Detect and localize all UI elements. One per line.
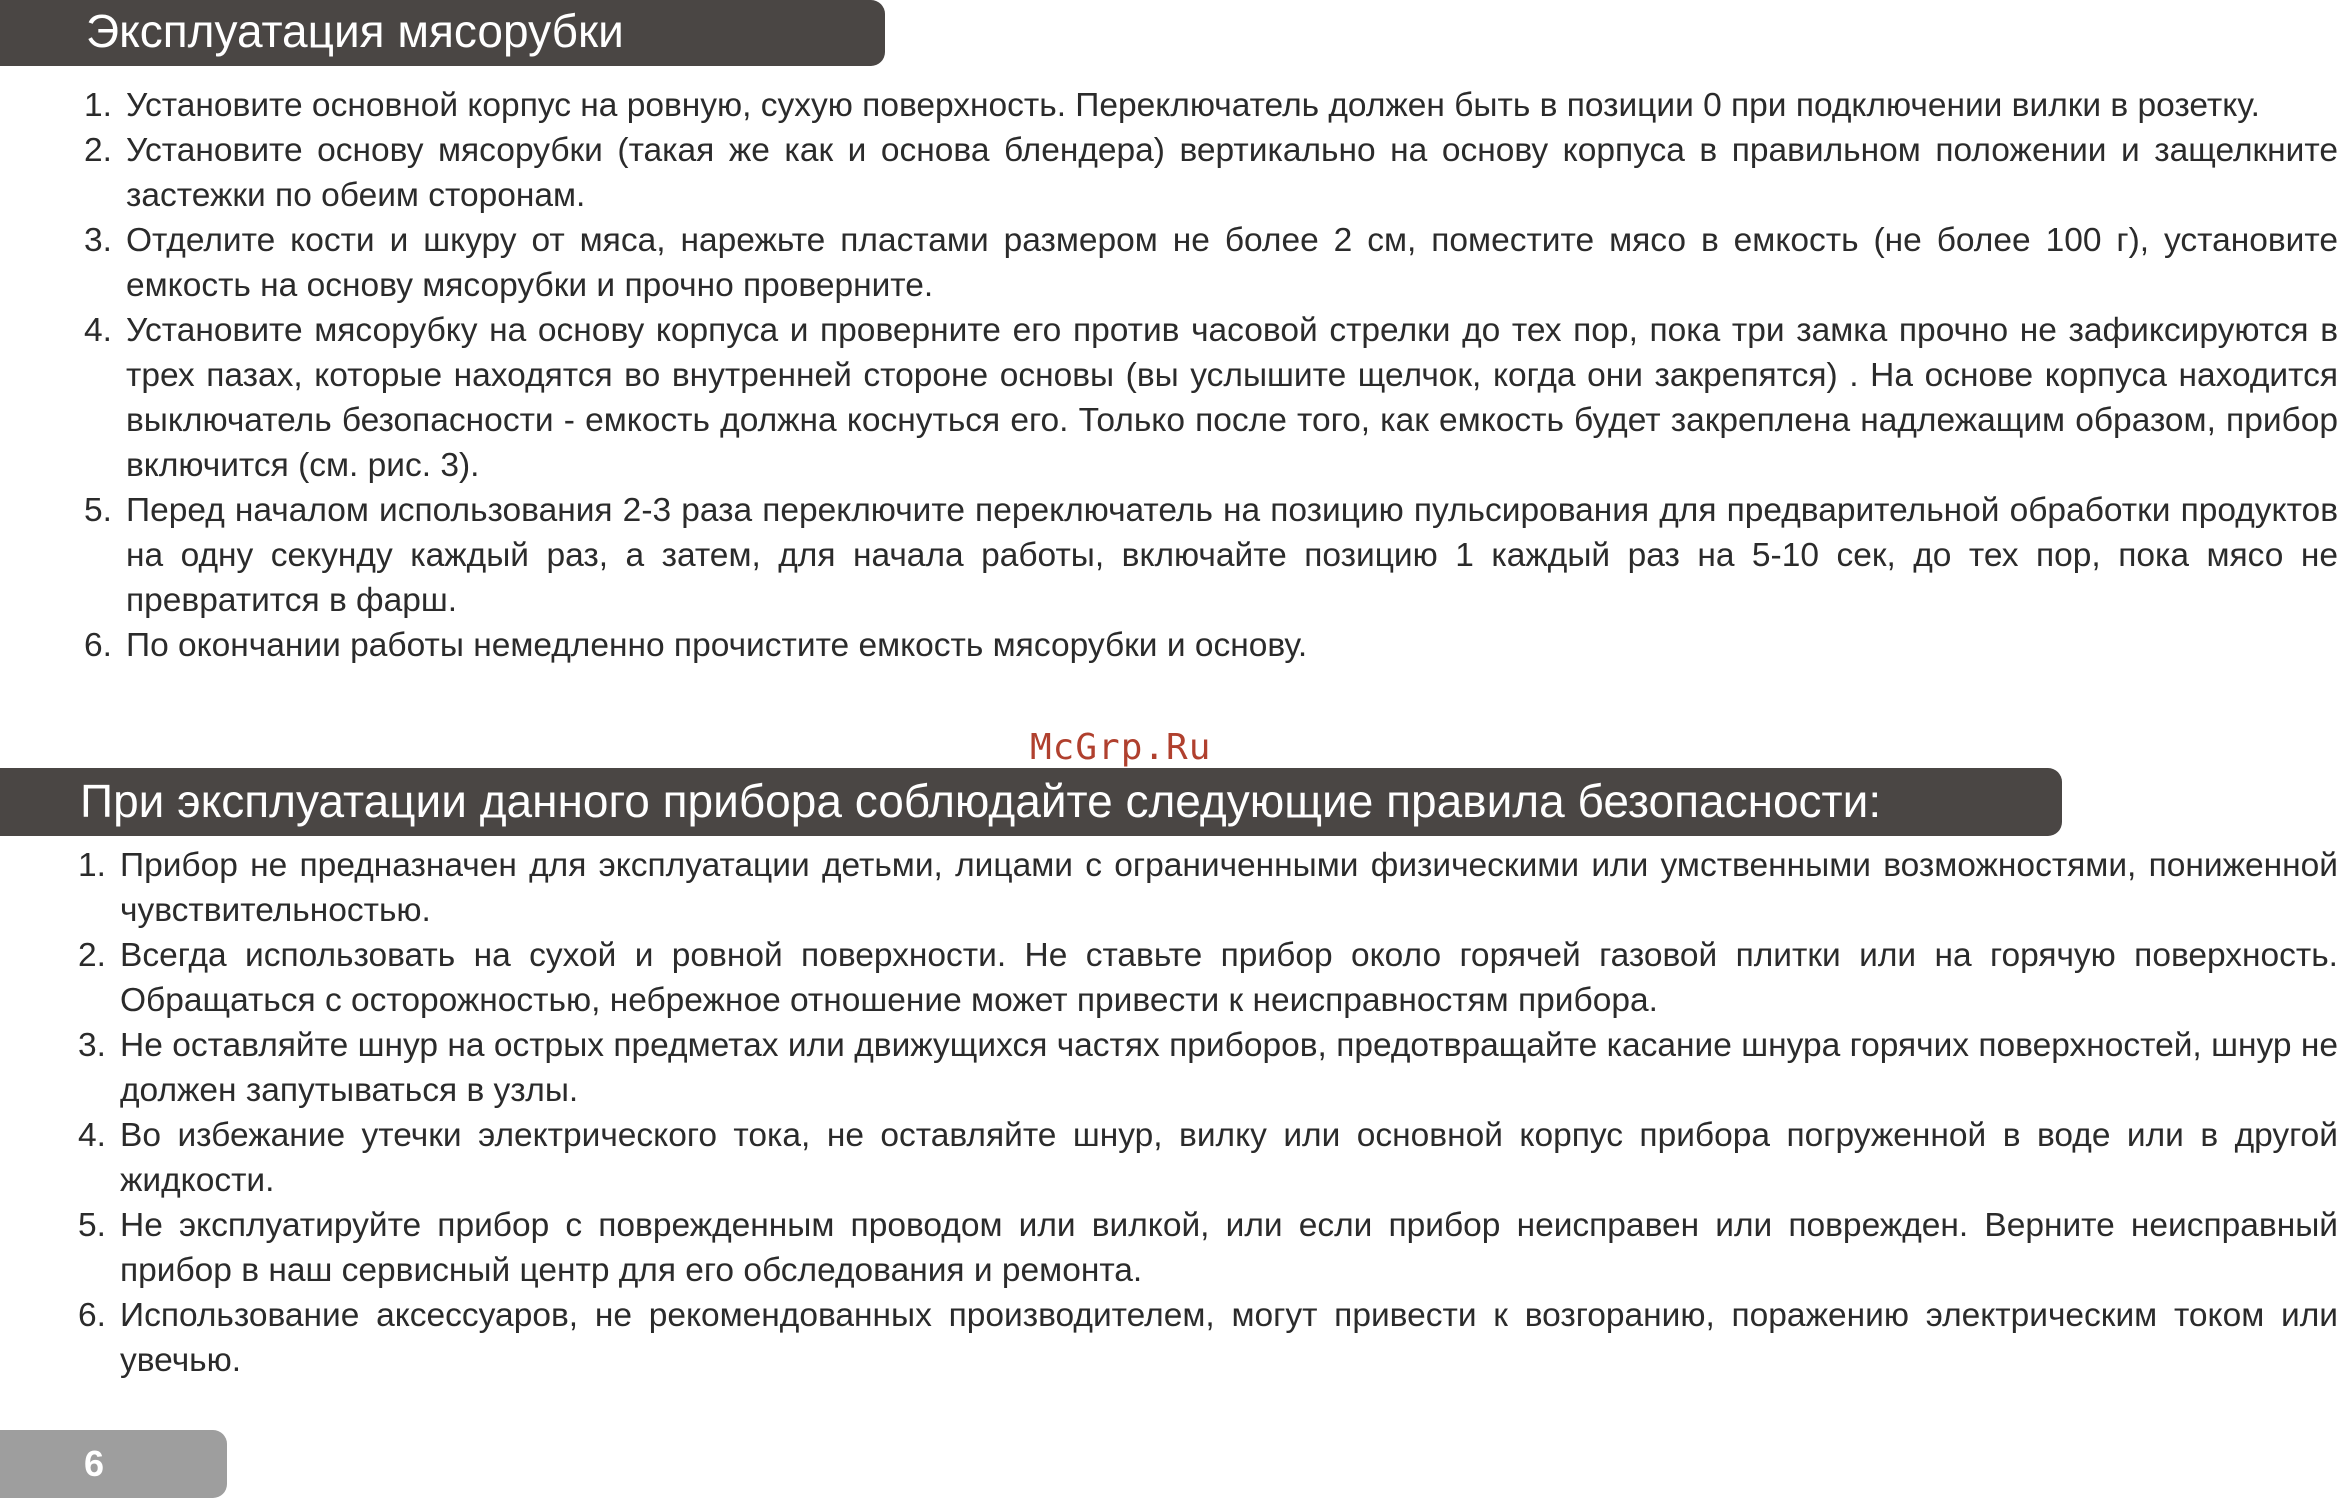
watermark-text: McGrp.Ru [1030, 727, 1212, 768]
item-number: 6. [78, 1297, 106, 1334]
item-number: 1. [84, 87, 112, 124]
list-item [84, 218, 2338, 308]
item-text: Отделите кости и шкуру от мяса, нарежьте пластами размером не более 2 см, поместите мясо в емкость (не более 100 г), установите емкость на основу мясорубки и прочно проверните. [126, 222, 2338, 304]
item-text: Установите мясорубку на основу корпуса и проверните его против часовой стрелки до тех пор, пока три замка прочно не зафиксируются в трех пазах, которые находятся во внутренней стороне основы (вы услышите щелчок, когда они закрепятся) . На основе корпуса находится выключатель безопасности - емкость должна коснуться его. Только после того, как емкость будет закреплена надлежащим образом, прибор включится (см. рис. 3). [126, 312, 2338, 484]
item-number: 1. [78, 847, 106, 884]
list-item [78, 1203, 2338, 1293]
list-item [84, 128, 2338, 218]
item-number: 6. [84, 627, 112, 664]
section-header-safety-rules: При эксплуатации данного прибора соблюдайте следующие правила безопасности: [0, 768, 2062, 836]
item-number: 2. [84, 132, 112, 169]
list-item [78, 1293, 2338, 1383]
list-item [78, 1023, 2338, 1113]
section-header-grinder-operation: Эксплуатация мясорубки [0, 0, 885, 66]
safety-rules-list [78, 843, 2338, 1383]
item-text: Перед началом использования 2-3 раза переключите переключатель на позицию пульсирования для предварительной обработки продуктов на одну секунду каждый раз, а затем, для начала работы, включайте позицию 1 каждый раз на 5-10 сек, до тех пор, пока мясо не превратится в фарш. [126, 492, 2338, 619]
list-item [84, 623, 2338, 668]
item-text: Прибор не предназначен для эксплуатации детьми, лицами с ограниченными физическими или умственными возможностями, пониженной чувствительностью. [120, 847, 2338, 929]
list-item [84, 83, 2338, 128]
list-item [84, 308, 2338, 488]
item-text: Установите основу мясорубки (такая же как и основа блендера) вертикально на основу корпуса в правильном положении и защелкните застежки по обеим сторонам. [126, 132, 2338, 214]
item-text: Не эксплуатируйте прибор с поврежденным проводом или вилкой, или если прибор неисправен или поврежден. Верните неисправный прибор в наш сервисный центр для его обследования и ремонта. [120, 1207, 2338, 1289]
list-item [78, 1113, 2338, 1203]
item-number: 3. [78, 1027, 106, 1064]
list-item [78, 933, 2338, 1023]
item-text: Не оставляйте шнур на острых предметах или движущихся частях приборов, предотвращайте касание шнура горячих поверхностей, шнур не должен запутываться в узлы. [120, 1027, 2338, 1109]
item-number: 4. [84, 312, 112, 349]
item-number: 4. [78, 1117, 106, 1154]
item-number: 5. [78, 1207, 106, 1244]
item-text: Во избежание утечки электрического тока, не оставляйте шнур, вилку или основной корпус прибора погруженной в воде или в другой жидкости. [120, 1117, 2338, 1199]
item-text: По окончании работы немедленно прочистите емкость мясорубки и основу. [126, 627, 1308, 664]
item-number: 5. [84, 492, 112, 529]
list-item [78, 843, 2338, 933]
item-text: Установите основной корпус на ровную, сухую поверхность. Переключатель должен быть в позиции 0 при подключении вилки в розетку. [126, 87, 2260, 124]
item-text: Использование аксессуаров, не рекомендованных производителем, могут привести к возгоранию, поражению электрическим током или увечью. [120, 1297, 2338, 1379]
item-text: Всегда использовать на сухой и ровной поверхности. Не ставьте прибор около горячей газовой плитки или на горячую поверхность. Обращаться с осторожностью, небрежное отношение может привести к неисправностям прибора. [120, 937, 2338, 1019]
item-number: 2. [78, 937, 106, 974]
item-number: 3. [84, 222, 112, 259]
grinder-operation-steps [84, 83, 2338, 668]
list-item [84, 488, 2338, 623]
page-number-tab: 6 [0, 1430, 227, 1498]
